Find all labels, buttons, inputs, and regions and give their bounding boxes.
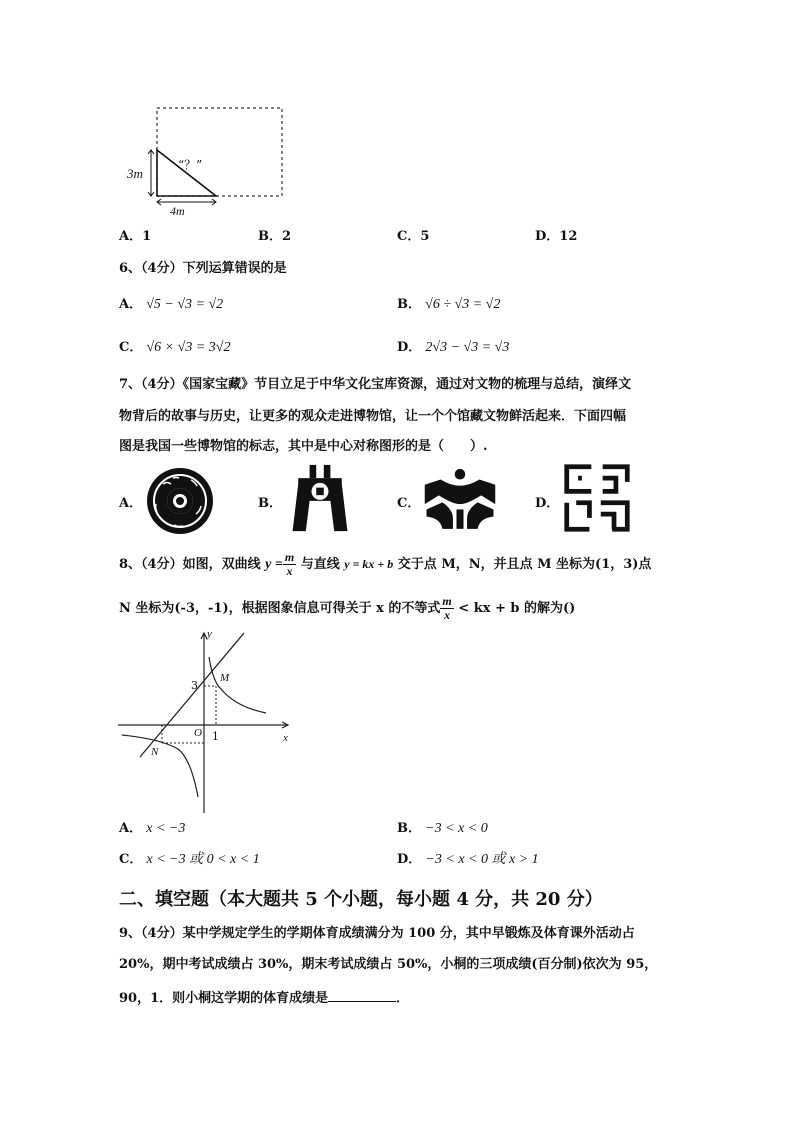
q7-line-1: 7、（4分）《国家宝藏》节目立足于中华文化宝库资源，通过对文物的梳理与总结，演绎文 [119, 377, 632, 392]
q5-option-c[interactable]: C．5 [397, 229, 430, 244]
section-2-heading: 二、填空题（本大题共 5 个小题，每小题 4 分，共 20 分） [119, 889, 603, 910]
label-question-mark: “？” [178, 158, 203, 172]
museum-logo-gate [283, 463, 357, 533]
graph-origin-label: O [194, 727, 202, 739]
graph-point-n: N [151, 746, 159, 758]
q7-option-b[interactable]: B． [258, 496, 282, 511]
q6-option-b[interactable]: B． √6 ÷ √3 = √2 [397, 297, 501, 312]
q8-option-d[interactable]: D． −3 < x < 0 或 x > 1 [397, 852, 539, 867]
graph-x-label: x [283, 732, 288, 744]
q8-option-a[interactable]: A． x < −3 [119, 821, 186, 836]
q8-line-2: N 坐标为(-3，-1)，根据图象信息可得关于 x 的不等式 $\frac{m}{x}$ < kx + b 的解为() [119, 594, 576, 622]
q9-line-2: 20%，期中考试成绩占 30%，期末考试成绩占 50%，小桐的三项成绩(百分制)依次为 95， [119, 957, 658, 972]
label-3m: 3m [127, 166, 143, 181]
graph-y-label: y [207, 628, 212, 640]
graph-point-m: M [220, 672, 230, 684]
museum-logo-geometric [560, 463, 634, 533]
q6-option-d[interactable]: D． 2√3 − √3 = √3 [397, 340, 510, 355]
q8-option-c[interactable]: C． x < −3 或 0 < x < 1 [119, 852, 260, 867]
q7-line-2: 物背后的故事与历史，让更多的观众走进博物馆，让一个个馆藏文物鲜活起来．下面四幅 [119, 409, 627, 424]
q5-option-a[interactable]: A．1 [119, 229, 152, 244]
museum-logo-swirl [143, 466, 217, 536]
q5-option-d[interactable]: D．12 [535, 229, 578, 244]
q8-option-b[interactable]: B． −3 < x < 0 [397, 821, 488, 836]
q8-line-1: 8、（4分）如图，双曲线 y = $\frac{m}{x}$ 与直线 y = kx + b 交于点 M，N，并且点 M 坐标为(1，3)点 [119, 550, 652, 578]
q6-option-a[interactable]: A． √5 − √3 = √2 [119, 297, 224, 312]
dashed-rectangle [157, 108, 282, 196]
q7-option-c[interactable]: C． [397, 496, 421, 511]
graph-tick-1: 1 [212, 730, 219, 743]
q9-line-3: 90，1．则小桐这学期的体育成绩是 ． [119, 987, 409, 1008]
q6-stem: 6、（4分）下列运算错误的是 [119, 261, 287, 276]
straight-line [140, 633, 244, 757]
q7-option-a[interactable]: A． [119, 496, 143, 511]
triangle-figure [120, 98, 290, 222]
hyperbola-branch-left [122, 735, 198, 797]
q7-option-d[interactable]: D． [535, 496, 560, 511]
answer-blank[interactable] [328, 987, 396, 1002]
graph-tick-3: 3 [191, 679, 198, 692]
q5-option-b[interactable]: B．2 [258, 229, 292, 244]
q9-line-1: 9、（4分）某中学规定学生的学期体育成绩满分为 100 分，其中早锻炼及体育课外活动占 [119, 926, 635, 941]
label-4m: 4m [170, 204, 185, 218]
q7-line-3: 图是我国一些博物馆的标志，其中是中心对称图形的是（ ）. [119, 439, 488, 454]
museum-logo-mask [423, 463, 497, 533]
q6-option-c[interactable]: C． √6 × √3 = 3√2 [119, 340, 231, 355]
hyperbola-line-graph [116, 627, 296, 817]
